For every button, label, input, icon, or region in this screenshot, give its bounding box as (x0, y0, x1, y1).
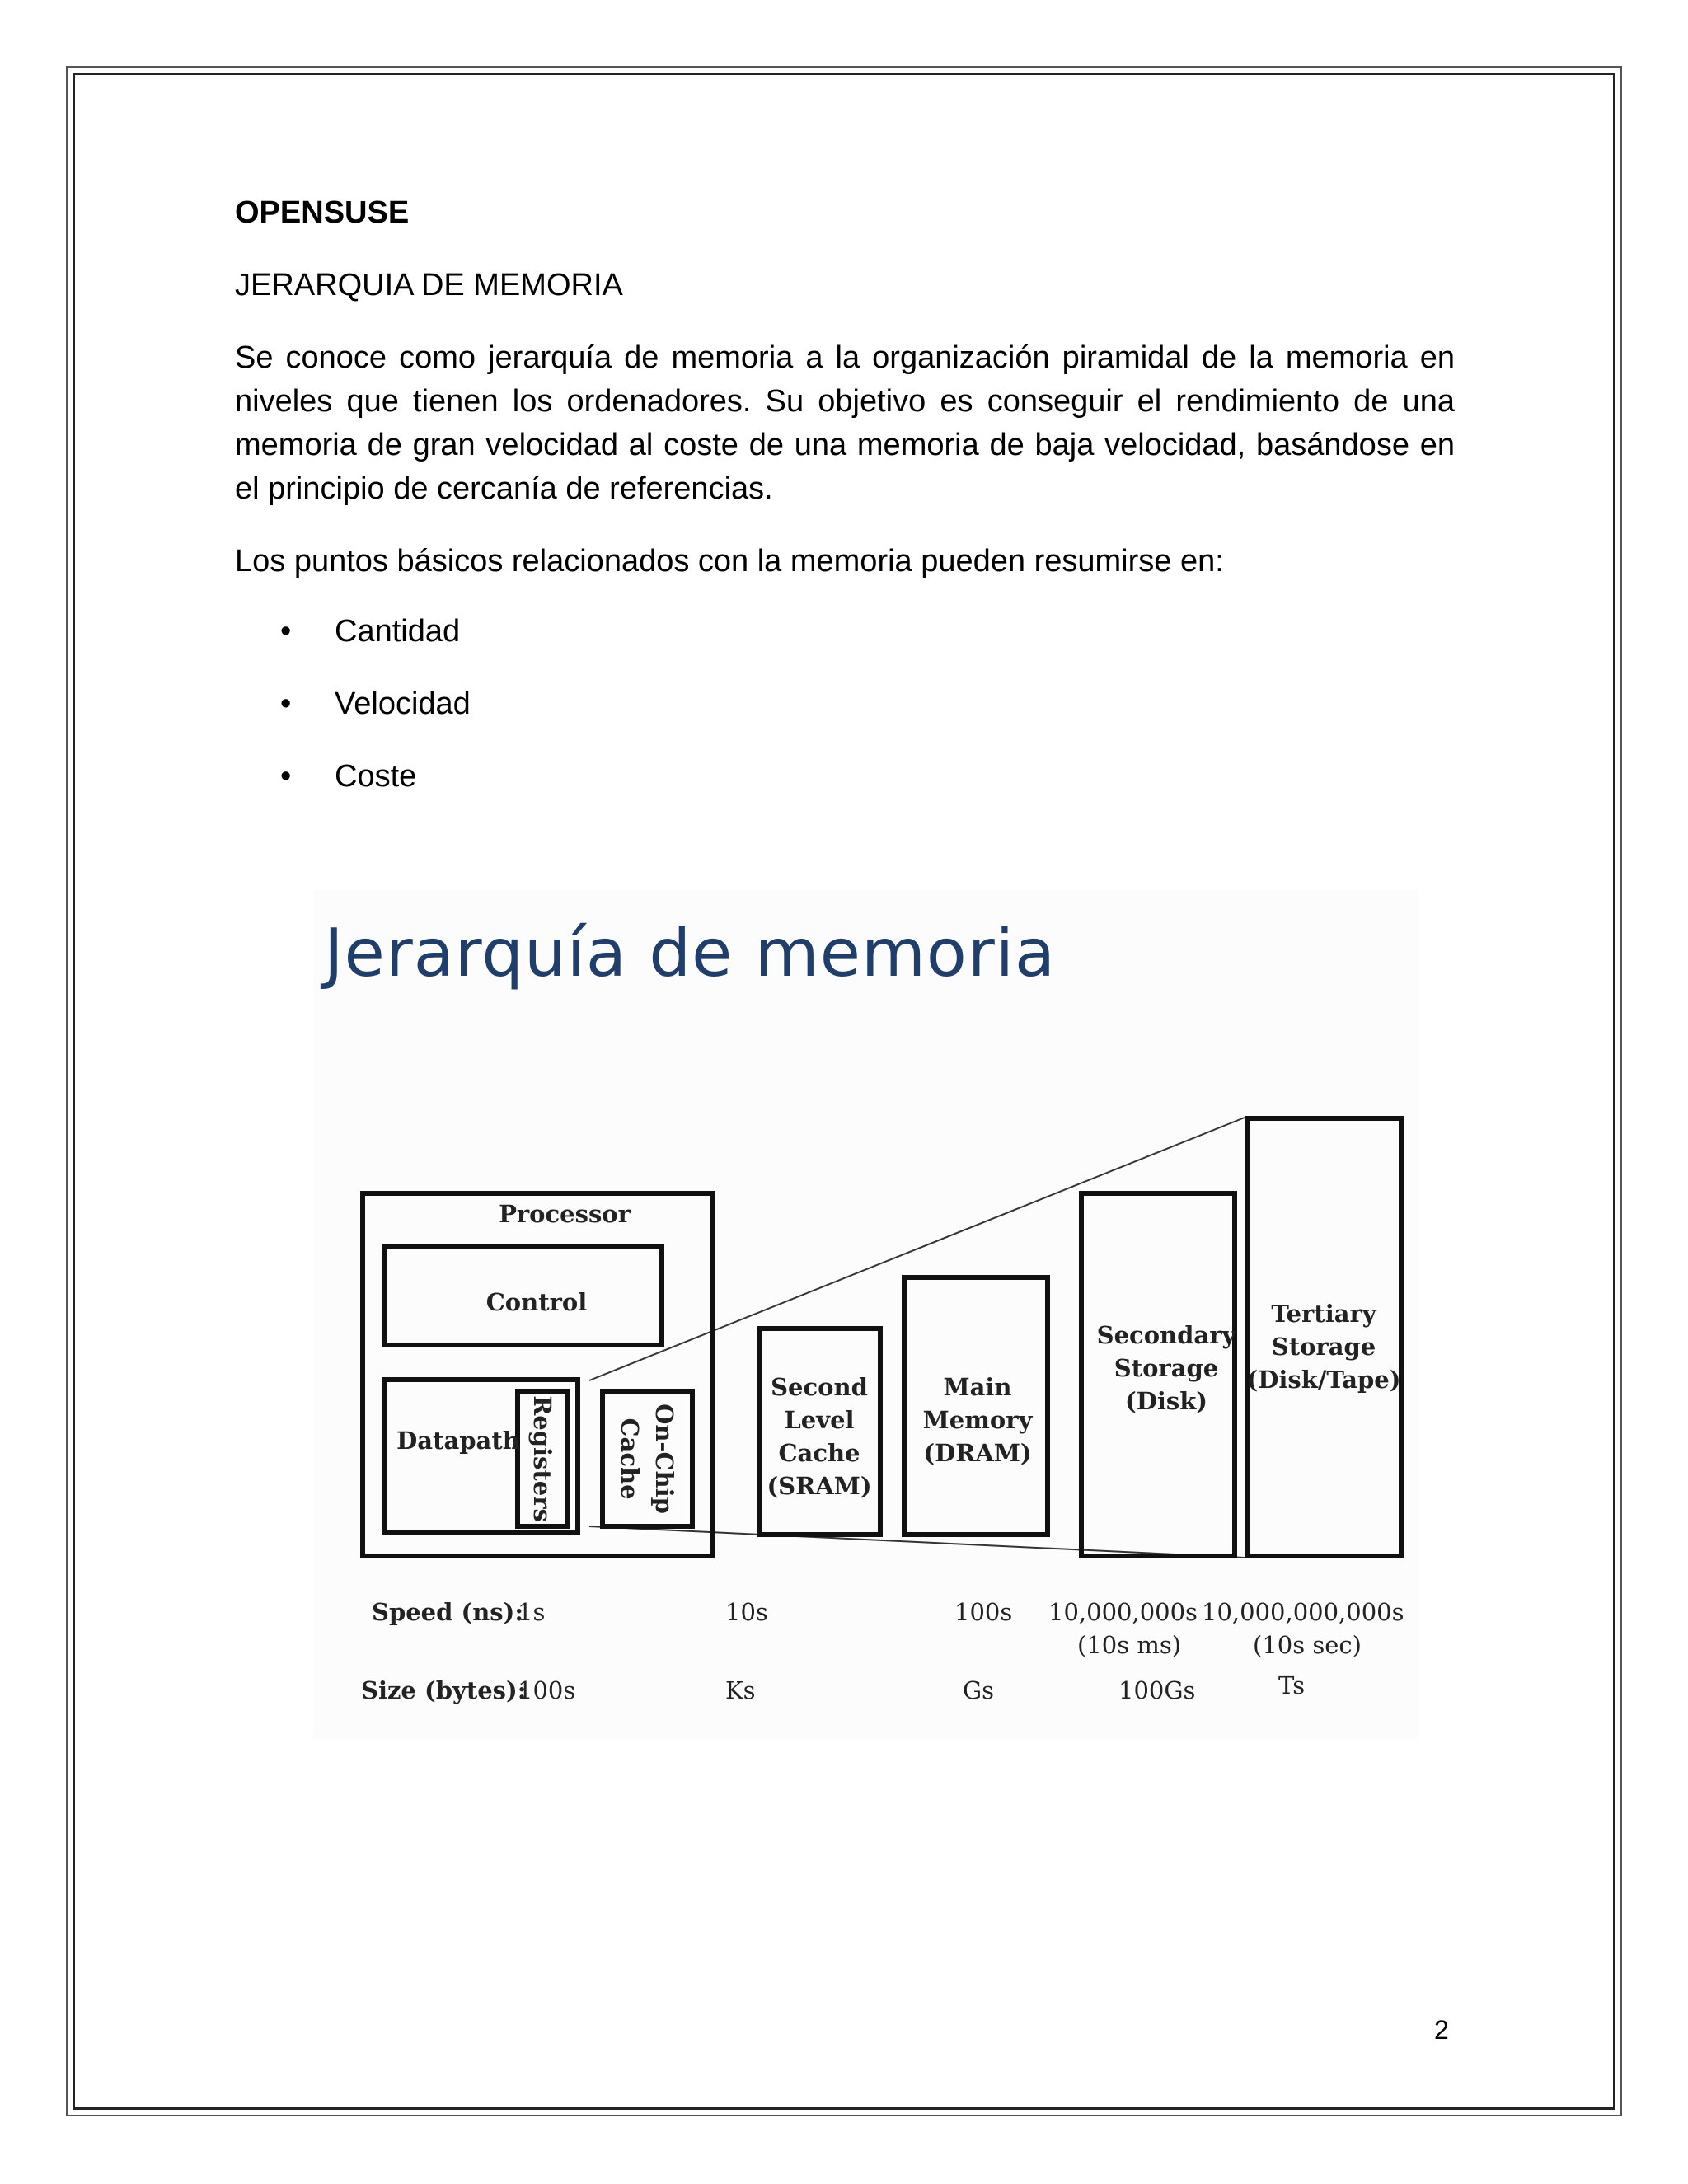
page-number: 2 (1434, 2015, 1449, 2045)
secondary-storage-label (1097, 1321, 1237, 1415)
main-label-line: Memory (922, 1406, 1033, 1434)
onchip-label-line2: Cache (616, 1418, 644, 1500)
l2-label-line: Second (771, 1373, 868, 1401)
size-row-label: Size (bytes): (361, 1676, 527, 1704)
speed-value: 1s (518, 1598, 546, 1626)
datapath-label: Datapath (396, 1427, 520, 1455)
document-heading: OPENSUSE (235, 195, 410, 230)
onchip-label-line1: On-Chip (650, 1404, 678, 1514)
tertiary-label-line: Tertiary (1271, 1300, 1376, 1328)
main-label-line: Main (943, 1373, 1012, 1401)
size-value: Ts (1278, 1671, 1306, 1699)
speed-value: 10,000,000s (1048, 1598, 1198, 1626)
tertiary-label-line: Storage (1271, 1333, 1376, 1361)
speed-value: 10s (725, 1598, 768, 1626)
size-value: 100s (518, 1676, 576, 1704)
registers-label: Registers (528, 1395, 556, 1522)
main-memory-label (923, 1373, 1034, 1467)
size-value: Gs (963, 1676, 995, 1704)
speed-value: 100s (954, 1598, 1013, 1626)
tertiary-storage-label (1247, 1300, 1401, 1394)
bullet-item: • Cantidad (280, 610, 471, 682)
secondary-label-line: (Disk) (1124, 1387, 1208, 1415)
secondary-label-line: Secondary (1096, 1321, 1236, 1349)
tertiary-label-line: (Disk/Tape) (1246, 1366, 1401, 1394)
processor-label: Processor (499, 1200, 631, 1228)
body-paragraph: Se conoce como jerarquía de memoria a la organización piramidal de la memoria en niveles que tienen los ordenadores. Su objetivo es conseguir el rendimiento de una memoria de gran velocidad al coste de una memoria de baja velocidad, basándose en el principio de cercanía de referencias. (235, 340, 1455, 506)
control-label: Control (485, 1288, 588, 1316)
l2-label-line: Level (784, 1406, 855, 1434)
intro-paragraph: Los puntos básicos relacionados con la memoria pueden resumirse en: (235, 544, 1224, 579)
size-value: 100Gs (1118, 1676, 1196, 1704)
speed-value: 10,000,000,000s (1202, 1598, 1404, 1626)
figure-title: Jerarquía de memoria (324, 915, 1056, 991)
bullet-item: • Coste (280, 755, 471, 827)
l2-label-line: Cache (778, 1439, 860, 1467)
l2-label-line: (SRAM) (767, 1472, 872, 1500)
bullet-item: • Velocidad (280, 682, 471, 755)
size-value: Ks (725, 1676, 756, 1704)
main-label-line: (DRAM) (923, 1439, 1032, 1467)
l2-cache-label (767, 1373, 871, 1500)
section-title: JERARQUIA DE MEMORIA (235, 268, 623, 302)
speed-row-label: Speed (ns): (372, 1598, 524, 1626)
speed-sub-value: (10s sec) (1253, 1631, 1362, 1659)
speed-sub-value: (10s ms) (1077, 1631, 1182, 1659)
secondary-label-line: Storage (1114, 1354, 1219, 1382)
